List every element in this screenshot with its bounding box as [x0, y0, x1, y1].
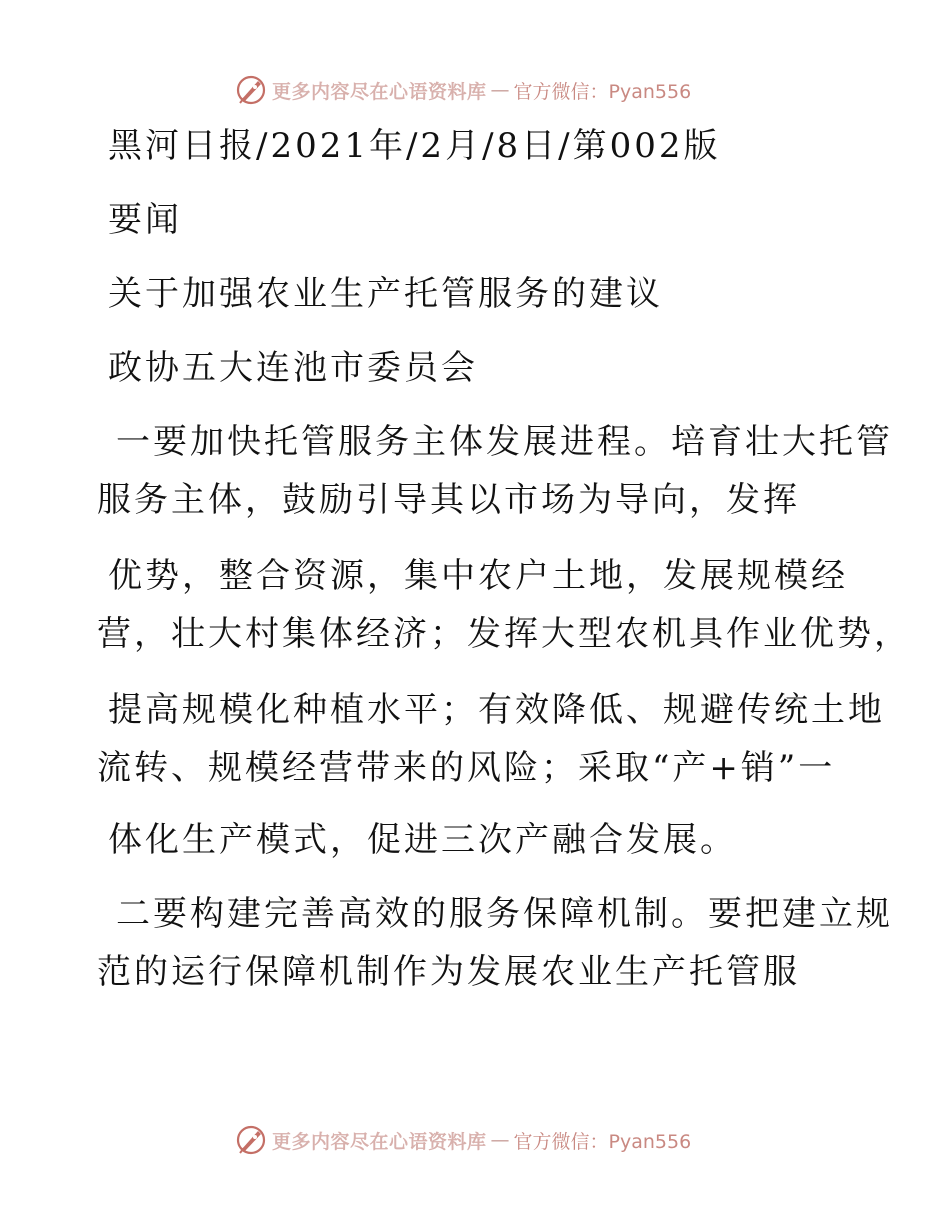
- body-line: 体化生产模式，促进三次产融合发展。: [108, 820, 737, 860]
- body-line: 服务主体，鼓励引导其以市场为导向，发挥: [97, 480, 800, 520]
- source-line: 黑河日报/2021年/2月/8日/第002版: [108, 126, 721, 166]
- body-line: 范的运行保障机制作为发展农业生产托管服: [97, 952, 800, 992]
- section-label: 要闻: [108, 200, 182, 240]
- watermark-text: 更多内容尽在心语资料库: [272, 80, 487, 103]
- watermark-separator: —: [490, 1129, 510, 1151]
- watermark-contact: 官方微信：Pyan556: [513, 80, 692, 103]
- body-line: 营，壮大村集体经济；发挥大型农机具作业优势，: [97, 614, 911, 654]
- watermark-footer: [234, 1122, 691, 1158]
- watermark-header: [234, 72, 691, 108]
- watermark-text: 更多内容尽在心语资料库: [272, 1130, 487, 1153]
- feather-pen-logo-icon: [234, 1123, 268, 1157]
- body-line: 二要构建完善高效的服务保障机制。要把建立规: [116, 894, 893, 934]
- feather-pen-logo-icon: [234, 73, 268, 107]
- watermark-contact: 官方微信：Pyan556: [513, 1130, 692, 1153]
- body-line: 优势，整合资源，集中农户土地，发展规模经: [108, 556, 848, 596]
- body-line: 一要加快托管服务主体发展进程。培育壮大托管: [116, 422, 893, 462]
- article-title: 关于加强农业生产托管服务的建议: [108, 274, 663, 314]
- body-line: 提高规模化种植水平；有效降低、规避传统土地: [108, 690, 885, 730]
- author-line: 政协五大连池市委员会: [108, 348, 478, 388]
- body-line: 流转、规模经营带来的风险；采取“产+销”一: [97, 748, 836, 788]
- watermark-separator: —: [490, 79, 510, 101]
